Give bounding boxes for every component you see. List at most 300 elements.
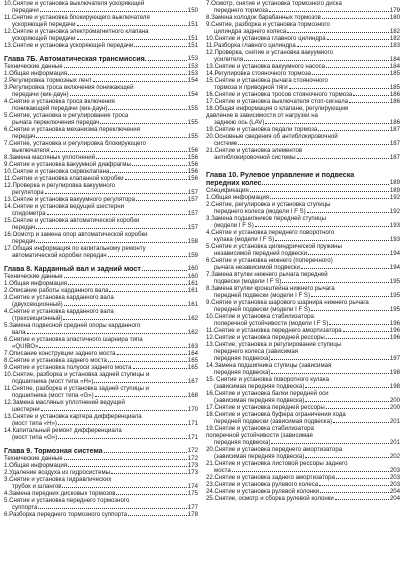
dot-leader — [275, 240, 389, 241]
toc-entry[interactable] — [206, 306, 400, 313]
toc-entry-title: (мост типа «H») — [12, 420, 57, 427]
toc-entry-title: 13.Снятие и установка вакуумного насоса — [206, 63, 326, 70]
toc-entry-title: усилителя — [214, 56, 244, 63]
page-number: 204 — [389, 495, 400, 502]
toc-entry-title: 10.Снятие и установка сервоклапана — [4, 168, 110, 175]
toc-entry-line: 15. Снятие и установка поворотного кулака — [206, 376, 330, 383]
toc-entry-title: (модели I F S) — [214, 222, 254, 229]
dot-leader — [117, 354, 187, 355]
toc-entry[interactable] — [206, 334, 400, 341]
chapter-heading[interactable] — [206, 179, 400, 187]
dot-leader — [255, 226, 389, 227]
toc-entry-title: 6.Разборка переднего тормозного суппорта — [4, 511, 128, 518]
toc-entry[interactable] — [4, 210, 198, 217]
dot-leader — [282, 282, 389, 283]
toc-entry-line: 9.Снятие и установка шарового шарнира нижнего рычага — [206, 299, 369, 306]
dot-leader — [51, 151, 187, 152]
toc-entry-title: подшипника (мост типа «H») — [12, 378, 94, 385]
toc-entry-line: 13.Снятие и установка картера дифференциала — [4, 413, 142, 420]
toc-entry[interactable] — [4, 77, 198, 84]
toc-entry[interactable] — [4, 315, 198, 322]
page-number: 175 — [187, 490, 198, 497]
toc-entry-line: 3.Снятие и установка карданного вала — [4, 294, 114, 301]
page-number: 182 — [389, 28, 400, 35]
toc-entry-line: 11.Снятие и установка блокирующего выключателя — [4, 14, 150, 21]
toc-entry-title: рычага независимой подвески — [214, 264, 300, 271]
toc-entry-title: кулака (модели I F S) — [214, 236, 275, 243]
page-number: 182 — [389, 35, 400, 42]
toc-entry-title: 1.Общая информация — [206, 194, 270, 201]
dot-leader — [47, 214, 187, 215]
toc-entry-title: передняя подвеска) — [214, 355, 271, 362]
page-number: 203 — [389, 481, 400, 488]
toc-entry-title: 12.Снятие и установка передней рессоры — [206, 334, 325, 341]
toc-entry-line: 12.Замена масляных уплотнений ведущей — [4, 399, 125, 406]
toc-entry[interactable] — [4, 301, 198, 308]
toc-entry[interactable] — [4, 154, 198, 161]
page-number: 164 — [187, 350, 198, 357]
toc-entry[interactable] — [4, 105, 198, 112]
toc-entry[interactable] — [4, 483, 198, 490]
dot-leader — [262, 184, 388, 185]
page-number: 154 — [187, 91, 198, 98]
toc-entry[interactable] — [4, 273, 198, 280]
page-number: 161 — [187, 280, 198, 287]
dot-leader — [41, 410, 187, 411]
chapter-title: Глава 8. Карданный вал и задний мост — [4, 265, 141, 273]
toc-entry-line: 5.Снятие и установка переднего тормозного — [4, 497, 130, 504]
toc-entry[interactable] — [4, 406, 198, 413]
toc-entry-line: 18.Снятие и установка буфера ограничения хода — [206, 411, 346, 418]
toc-entry-title: 24.Снятие и установка рулевой колонки — [206, 488, 320, 495]
toc-entry[interactable] — [206, 154, 400, 161]
toc-entry[interactable] — [4, 455, 198, 462]
toc-entry-line: 3.Снятие и установка гидравлических — [4, 476, 112, 483]
page-number: 186 — [389, 91, 400, 98]
page-number: 174 — [187, 483, 198, 490]
toc-entry-title: 16.Снятие и установка тросов стояночного тормоза — [206, 91, 353, 98]
toc-entry-title: поперечной устойчивости (модели I F S) — [214, 320, 329, 327]
page-number: 157 — [187, 224, 198, 231]
toc-entry-line: 19.Снятие и установка стабилизатора — [206, 425, 314, 432]
toc-entry-title: 9.Снятие и установка полуоси заднего моста — [4, 364, 132, 371]
toc-entry[interactable] — [4, 21, 198, 28]
page-number: 155 — [187, 105, 198, 112]
toc-entry-title: 11.Снятие и установка переднего амортизатора — [206, 327, 342, 334]
dot-leader — [136, 200, 187, 201]
toc-entry-title: передачи (кик-даун) — [12, 91, 69, 98]
toc-entry[interactable] — [206, 119, 400, 126]
toc-entry[interactable] — [206, 140, 400, 147]
dot-leader — [132, 165, 187, 166]
toc-entry-title: 2.Снятие, регулировка и установка ступицы — [206, 201, 331, 208]
toc-entry[interactable] — [206, 292, 400, 299]
toc-entry-title: независимой передней подвески — [214, 250, 308, 257]
toc-entry-line: 14.Капитальный ремонт дифференциала — [4, 427, 122, 434]
toc-entry-title: 19.Снятие и установка педали тормоза — [206, 126, 318, 133]
dot-leader — [36, 242, 187, 243]
page-number: 197 — [389, 355, 400, 362]
page-number: 189 — [389, 187, 400, 194]
dot-leader — [311, 310, 389, 311]
toc-entry[interactable] — [206, 327, 400, 334]
page-number: 151 — [187, 21, 198, 28]
toc-entry-title: 14.Регулировка стояночного тормоза — [206, 70, 312, 77]
toc-entry[interactable] — [4, 350, 198, 357]
toc-entry[interactable] — [206, 369, 400, 376]
toc-entry-title: Технические данные — [4, 63, 63, 70]
page-number: 161 — [187, 287, 198, 294]
page-number: 184 — [389, 56, 400, 63]
toc-entry[interactable] — [206, 355, 400, 362]
toc-entry-title: (мост типа «G») — [12, 434, 58, 441]
toc-entry[interactable] — [4, 147, 198, 154]
toc-entry[interactable] — [4, 280, 198, 287]
toc-entry[interactable] — [206, 320, 400, 327]
dot-leader — [353, 95, 389, 96]
dot-leader — [287, 32, 389, 33]
page-number: 179 — [389, 7, 400, 14]
chapter-heading-line: Глава 10. Рулевое управление и подвеска — [206, 171, 355, 179]
toc-entry[interactable] — [4, 42, 198, 49]
chapter-heading[interactable] — [4, 265, 198, 273]
toc-entry[interactable] — [4, 511, 198, 518]
toc-entry[interactable] — [4, 252, 198, 259]
toc-entry-line: 3.Замена подшипников передней ступицы — [206, 215, 326, 222]
page-number: 161 — [187, 301, 198, 308]
toc-entry[interactable] — [206, 70, 400, 77]
page-number: 194 — [389, 250, 400, 257]
page-number: 200 — [389, 404, 400, 411]
dot-leader — [326, 338, 389, 339]
toc-entry[interactable] — [4, 343, 198, 350]
toc-entry[interactable] — [206, 439, 400, 446]
toc-entry[interactable] — [206, 250, 400, 257]
toc-entry[interactable] — [4, 70, 198, 77]
toc-entry-line: 16.Осмотр и замена опор автоматической коробки — [4, 231, 148, 238]
toc-entry[interactable] — [4, 119, 198, 126]
toc-entry-line: 5.Замена подвесной средней опоры карданного — [4, 322, 141, 329]
toc-entry[interactable] — [206, 133, 400, 140]
dot-leader — [305, 387, 388, 388]
toc-entry[interactable] — [206, 236, 400, 243]
toc-entry[interactable] — [4, 287, 198, 294]
dot-leader — [40, 11, 187, 12]
toc-entry-line: 14.Замена подшипника ступицы (зависимая — [206, 362, 332, 369]
toc-entry[interactable] — [206, 201, 400, 208]
dot-leader — [45, 193, 187, 194]
dot-leader — [63, 319, 186, 320]
page-number: 195 — [389, 306, 400, 313]
page-number: 158 — [187, 238, 198, 245]
toc-entry-title: 1.Общая информация — [4, 462, 68, 469]
dot-leader — [110, 172, 186, 173]
toc-entry[interactable] — [4, 91, 198, 98]
toc-entry-line: 4.Снятие и установка переднего поворотного — [206, 229, 335, 236]
dot-leader — [305, 457, 388, 458]
toc-entry-title: выключателя — [12, 147, 50, 154]
toc-entry-title: 8.Снятие и установка заднего моста — [4, 357, 107, 364]
dot-leader — [289, 88, 389, 89]
dot-leader — [93, 81, 187, 82]
page-number: 157 — [187, 210, 198, 217]
toc-entry[interactable] — [4, 420, 198, 427]
toc-entry[interactable] — [4, 364, 198, 371]
page-number: 153 — [187, 63, 198, 70]
dot-leader — [68, 466, 187, 467]
toc-entry[interactable] — [206, 488, 400, 495]
page-number: 196 — [389, 327, 400, 334]
page-number: 170 — [187, 406, 198, 413]
dot-leader — [95, 396, 187, 397]
page-number: 156 — [187, 154, 198, 161]
toc-entry-line: 7.Осмотр, снятие и установка тормозного диска — [206, 0, 342, 7]
page-number: 157 — [187, 189, 198, 196]
dot-leader — [133, 368, 187, 369]
toc-entry[interactable] — [206, 84, 400, 91]
toc-entry-title: передач — [12, 133, 36, 140]
page-number: 192 — [389, 208, 400, 215]
toc-entry-title: антиблокировочной системы — [214, 154, 296, 161]
page-number: 201 — [389, 439, 400, 446]
toc-entry[interactable] — [206, 474, 400, 481]
toc-entry[interactable] — [4, 490, 198, 497]
toc-entry-title: передач — [12, 224, 36, 231]
dot-leader — [343, 331, 389, 332]
toc-entry-line: 18.Общая информация о клапане, регулирующем — [206, 105, 349, 112]
page-number: 155 — [187, 133, 198, 140]
toc-entry[interactable] — [206, 418, 400, 425]
toc-entry[interactable] — [206, 222, 400, 229]
toc-entry-title: тормоза и приводной тяги — [214, 84, 288, 91]
toc-entry[interactable] — [206, 35, 400, 42]
toc-entry-title: 22.Снятие и установка заднего амортизатора — [206, 474, 335, 481]
toc-entry[interactable] — [206, 187, 400, 194]
toc-entry[interactable] — [206, 495, 400, 502]
dot-leader — [68, 74, 187, 75]
toc-entry[interactable] — [4, 469, 198, 476]
toc-entry-line: 6.Снятие и установка механизма переключения — [4, 126, 141, 133]
toc-entry[interactable] — [206, 91, 400, 98]
toc-entry-line: 7.Снятие, установка и регулировка блокирующего — [4, 140, 147, 147]
toc-entry-title: передачи — [12, 7, 39, 14]
toc-entry[interactable] — [4, 133, 198, 140]
page-number: 156 — [187, 161, 198, 168]
toc-entry-title: автоматической коробки передач — [12, 252, 107, 259]
page-number: 180 — [389, 14, 400, 21]
toc-entry-title: передняя подвеска) — [214, 369, 271, 376]
toc-entry[interactable] — [206, 14, 400, 21]
toc-entry[interactable] — [4, 35, 198, 42]
dot-leader — [128, 515, 187, 516]
toc-entry-line: 21.Снятие и установка листовой рессоры заднего — [206, 460, 348, 467]
toc-entry[interactable] — [4, 378, 198, 385]
toc-entry[interactable] — [4, 168, 198, 175]
toc-entry[interactable] — [206, 98, 400, 105]
toc-entry[interactable] — [206, 7, 400, 14]
toc-entry-title: понижающей передачи (кик-даун) — [12, 105, 108, 112]
dot-leader — [70, 95, 187, 96]
page-number: 202 — [389, 453, 400, 460]
dot-leader — [232, 471, 389, 472]
toc-entry-title: 9.Снятие и установка вакуумной диафрагмы — [4, 161, 131, 168]
toc-entry[interactable] — [4, 504, 198, 511]
dot-leader — [326, 408, 389, 409]
dot-leader — [58, 424, 187, 425]
toc-left-column — [4, 0, 198, 518]
toc-entry-title: 8.Замена колодок барабанных тормозов — [206, 14, 321, 21]
toc-entry[interactable] — [4, 462, 198, 469]
page-number: 185 — [389, 70, 400, 77]
toc-entry[interactable] — [4, 189, 198, 196]
toc-right-column — [206, 0, 400, 502]
dot-leader — [134, 46, 186, 47]
dot-leader — [271, 373, 388, 374]
page-number: 195 — [389, 292, 400, 299]
toc-entry-title: 17.Снятие и установка передней рессоры — [206, 404, 325, 411]
dot-leader — [64, 305, 187, 306]
toc-entry[interactable] — [4, 392, 198, 399]
page-number: 155 — [187, 119, 198, 126]
dot-leader — [349, 102, 389, 103]
toc-entry[interactable] — [206, 56, 400, 63]
toc-entry[interactable] — [206, 126, 400, 133]
toc-entry[interactable] — [4, 329, 198, 336]
dot-leader — [312, 74, 389, 75]
dot-leader — [336, 478, 389, 479]
dot-leader — [311, 296, 389, 297]
page-number: 171 — [187, 420, 198, 427]
dot-leader — [108, 109, 186, 110]
toc-entry[interactable] — [206, 278, 400, 285]
dot-leader — [27, 333, 187, 334]
dot-leader — [238, 144, 389, 145]
page-number: 187 — [389, 154, 400, 161]
dot-leader — [271, 359, 388, 360]
toc-entry[interactable] — [4, 7, 198, 14]
dot-leader — [108, 256, 187, 257]
page-number: 167 — [187, 378, 198, 385]
page-number: 195 — [389, 278, 400, 285]
toc-entry-line: 5.Снятие и установка цилиндрической пружины — [206, 243, 342, 250]
toc-entry-title: (зависимая передняя подвеска) — [214, 453, 305, 460]
toc-entry[interactable] — [206, 42, 400, 49]
toc-entry-title: 7.Описание конструкции заднего моста — [4, 350, 116, 357]
dot-leader — [307, 212, 389, 213]
toc-entry-title: трубок и шлангов — [12, 483, 62, 490]
page-number: 184 — [389, 63, 400, 70]
dot-leader — [301, 268, 389, 269]
page-number: 178 — [187, 511, 198, 518]
toc-entry-line: 6.Снятие и установка нижнего (поперечного) — [206, 257, 333, 264]
toc-entry[interactable] — [4, 238, 198, 245]
dot-leader — [58, 438, 187, 439]
page-number: 203 — [389, 467, 400, 474]
toc-entry[interactable] — [4, 434, 198, 441]
toc-entry-line: 21.Снятие и установка элементов — [206, 147, 303, 154]
dot-leader — [64, 459, 187, 460]
toc-entry-line: 10.Снятие, разборка и установка задней ступицы и — [4, 371, 150, 378]
toc-entry[interactable] — [206, 467, 400, 474]
page-number: 189 — [389, 179, 400, 186]
toc-entry[interactable] — [206, 453, 400, 460]
toc-entry-title: системе — [214, 140, 238, 147]
toc-entry[interactable] — [206, 348, 400, 355]
toc-entry-line: давление в зависимости от нагрузки на — [206, 112, 318, 119]
toc-entry[interactable] — [4, 175, 198, 182]
toc-entry-title: 2.Регулировка тормозных лент — [4, 77, 92, 84]
page-number: 159 — [187, 252, 198, 259]
toc-entry[interactable] — [206, 481, 400, 488]
dot-leader — [320, 492, 389, 493]
toc-entry-title: Технические данные — [4, 273, 63, 280]
toc-entry-title: ускоряющей передачи — [12, 35, 76, 42]
toc-entry-line: 13.Снятие, установка и регулирование ступицы — [206, 341, 342, 348]
dot-leader — [96, 158, 187, 159]
toc-entry-line: 4.Снятие и установка карданного вала — [4, 308, 114, 315]
toc-entry-line: 15.Снятие и установка автоматической коробки — [4, 217, 140, 224]
toc-entry[interactable] — [206, 208, 400, 215]
page-number: 165 — [187, 364, 198, 371]
page-number: 196 — [389, 320, 400, 327]
section-spacer — [206, 161, 400, 171]
dot-leader — [270, 198, 389, 199]
toc-entry-line: 15.Снятие и установка рычага стояночного — [206, 77, 328, 84]
toc-entry-title: передняя подвеска) — [214, 439, 271, 446]
page-number: 151 — [187, 42, 198, 49]
toc-entry-title: рычага переключения передач — [12, 119, 100, 126]
toc-entry[interactable] — [4, 196, 198, 203]
page-number: 177 — [187, 504, 198, 511]
chapter-heading[interactable] — [4, 55, 198, 63]
dot-leader — [64, 277, 187, 278]
toc-entry[interactable] — [206, 397, 400, 404]
page-number: 200 — [389, 397, 400, 404]
toc-entry-title: переднего тормоза — [214, 7, 269, 14]
chapter-title: Глава 9. Тормозная система — [4, 447, 103, 455]
chapter-title: передних колес — [206, 179, 262, 187]
toc-entry[interactable] — [4, 63, 198, 70]
page-number: 162 — [187, 329, 198, 336]
dot-leader — [109, 291, 186, 292]
toc-entry-line: 12.Проверка и регулировка вакуумного — [4, 182, 116, 189]
toc-entry[interactable] — [206, 264, 400, 271]
toc-entry-title: заднюю ось (LAV) — [214, 119, 265, 126]
page-number: 160 — [187, 265, 198, 272]
page-number: 192 — [389, 194, 400, 201]
dot-leader — [318, 130, 389, 131]
page-number: 150 — [187, 7, 198, 14]
page-number: 172 — [187, 447, 198, 454]
toc-entry[interactable] — [206, 63, 400, 70]
toc-entry-title: 11.Снятие и установка клапанной коробки — [4, 175, 124, 182]
dot-leader — [148, 60, 187, 61]
dot-leader — [108, 361, 187, 362]
page-number: 165 — [187, 357, 198, 364]
page-number: 157 — [187, 196, 198, 203]
toc-entry[interactable] — [4, 224, 198, 231]
chapter-heading[interactable] — [4, 447, 198, 455]
toc-entry[interactable] — [206, 404, 400, 411]
toc-entry[interactable] — [206, 28, 400, 35]
toc-entry-line: 4.Снятие и установка троса включения — [4, 98, 115, 105]
toc-entry-title: 17.Снятие и установка выключателя стоп-сигнала — [206, 98, 349, 105]
toc-entry[interactable] — [206, 194, 400, 201]
toc-entry[interactable] — [4, 161, 198, 168]
toc-entry[interactable] — [206, 383, 400, 390]
toc-entry-title: спидометра — [12, 210, 46, 217]
toc-entry[interactable] — [4, 357, 198, 364]
